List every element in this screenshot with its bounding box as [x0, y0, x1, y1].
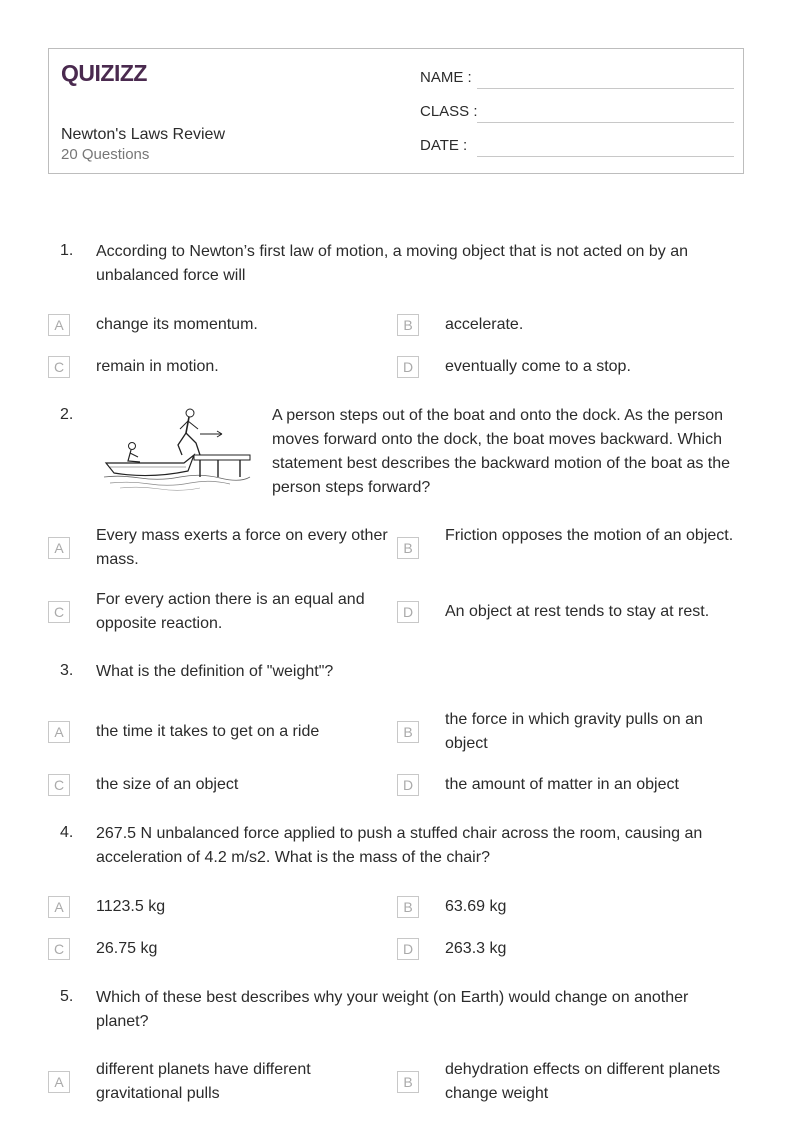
- question-number: 4.: [60, 824, 74, 841]
- quizizz-logo: [61, 59, 153, 92]
- option-text: 263.3 kg: [445, 940, 507, 957]
- option-letter-box[interactable]: C: [48, 938, 70, 960]
- option-letter-box[interactable]: C: [48, 774, 70, 796]
- class-label: CLASS :: [420, 103, 478, 120]
- option-letter-box[interactable]: A: [48, 721, 70, 743]
- date-line: [477, 156, 734, 157]
- option-text: dehydration effects on different planets change weight: [445, 1061, 721, 1102]
- option-text: the size of an object: [96, 776, 239, 793]
- option-text: change its momentum.: [96, 316, 258, 333]
- question-number: 1.: [60, 242, 74, 259]
- question-text: According to Newton’s first law of motion, a moving object that is not acted on by an unbalanced force will: [96, 243, 689, 284]
- date-field[interactable]: [420, 133, 734, 157]
- option-letter-box[interactable]: B: [397, 537, 419, 559]
- option-text: the amount of matter in an object: [445, 776, 679, 793]
- option-text: accelerate.: [445, 316, 524, 333]
- date-label: DATE :: [420, 137, 468, 154]
- option-letter-box[interactable]: A: [48, 537, 70, 559]
- option-text: Every mass exerts a force on every other mass.: [96, 527, 388, 568]
- option-text: the force in which gravity pulls on an object: [445, 711, 703, 752]
- option-text: eventually come to a stop.: [445, 358, 631, 375]
- boat-dock-illustration: [100, 405, 260, 495]
- option-letter-box[interactable]: D: [397, 774, 419, 796]
- option-letter-box[interactable]: A: [48, 314, 70, 336]
- option-letter-box[interactable]: D: [397, 938, 419, 960]
- name-field[interactable]: [420, 65, 734, 89]
- name-label: NAME :: [420, 69, 472, 86]
- option-letter-box[interactable]: A: [48, 896, 70, 918]
- question-text: What is the definition of "weight"?: [96, 663, 334, 680]
- worksheet-header: [48, 48, 744, 174]
- option-text: remain in motion.: [96, 358, 219, 375]
- class-line: [477, 122, 734, 123]
- worksheet-title: Newton's Laws Review: [61, 126, 226, 143]
- option-text: Friction opposes the motion of an object.: [445, 527, 734, 544]
- option-letter-box[interactable]: D: [397, 356, 419, 378]
- option-text: different planets have different gravitational pulls: [96, 1061, 311, 1102]
- option-letter-box[interactable]: D: [397, 601, 419, 623]
- option-text: For every action there is an equal and opposite reaction.: [96, 591, 365, 632]
- question-count: 20 Questions: [61, 146, 150, 163]
- question-number: 2.: [60, 406, 74, 423]
- class-field[interactable]: [420, 99, 734, 123]
- option-letter-box[interactable]: B: [397, 1071, 419, 1093]
- option-letter-box[interactable]: B: [397, 721, 419, 743]
- option-letter-box[interactable]: C: [48, 356, 70, 378]
- option-text: the time it takes to get on a ride: [96, 723, 320, 740]
- question-text: A person steps out of the boat and onto the dock. As the person moves forward onto the dock, the boat moves backward. Which statement best describes the backward motion of the boat as the person steps forward?: [272, 407, 731, 496]
- name-line: [477, 88, 734, 89]
- question-text: 267.5 N unbalanced force applied to push a stuffed chair across the room, causing an acceleration of 4.2 m/s2. What is the mass of the chair?: [96, 825, 703, 866]
- question-number: 5.: [60, 988, 74, 1005]
- question-text: Which of these best describes why your weight (on Earth) would change on another planet?: [96, 989, 689, 1030]
- logo-text: QUIZIZZ: [61, 60, 147, 86]
- question-number: 3.: [60, 662, 74, 679]
- option-text: 1123.5 kg: [96, 898, 166, 915]
- option-letter-box[interactable]: A: [48, 1071, 70, 1093]
- option-letter-box[interactable]: B: [397, 896, 419, 918]
- option-text: An object at rest tends to stay at rest.: [445, 603, 710, 620]
- option-letter-box[interactable]: B: [397, 314, 419, 336]
- option-text: 63.69 kg: [445, 898, 507, 915]
- option-letter-box[interactable]: C: [48, 601, 70, 623]
- option-text: 26.75 kg: [96, 940, 158, 957]
